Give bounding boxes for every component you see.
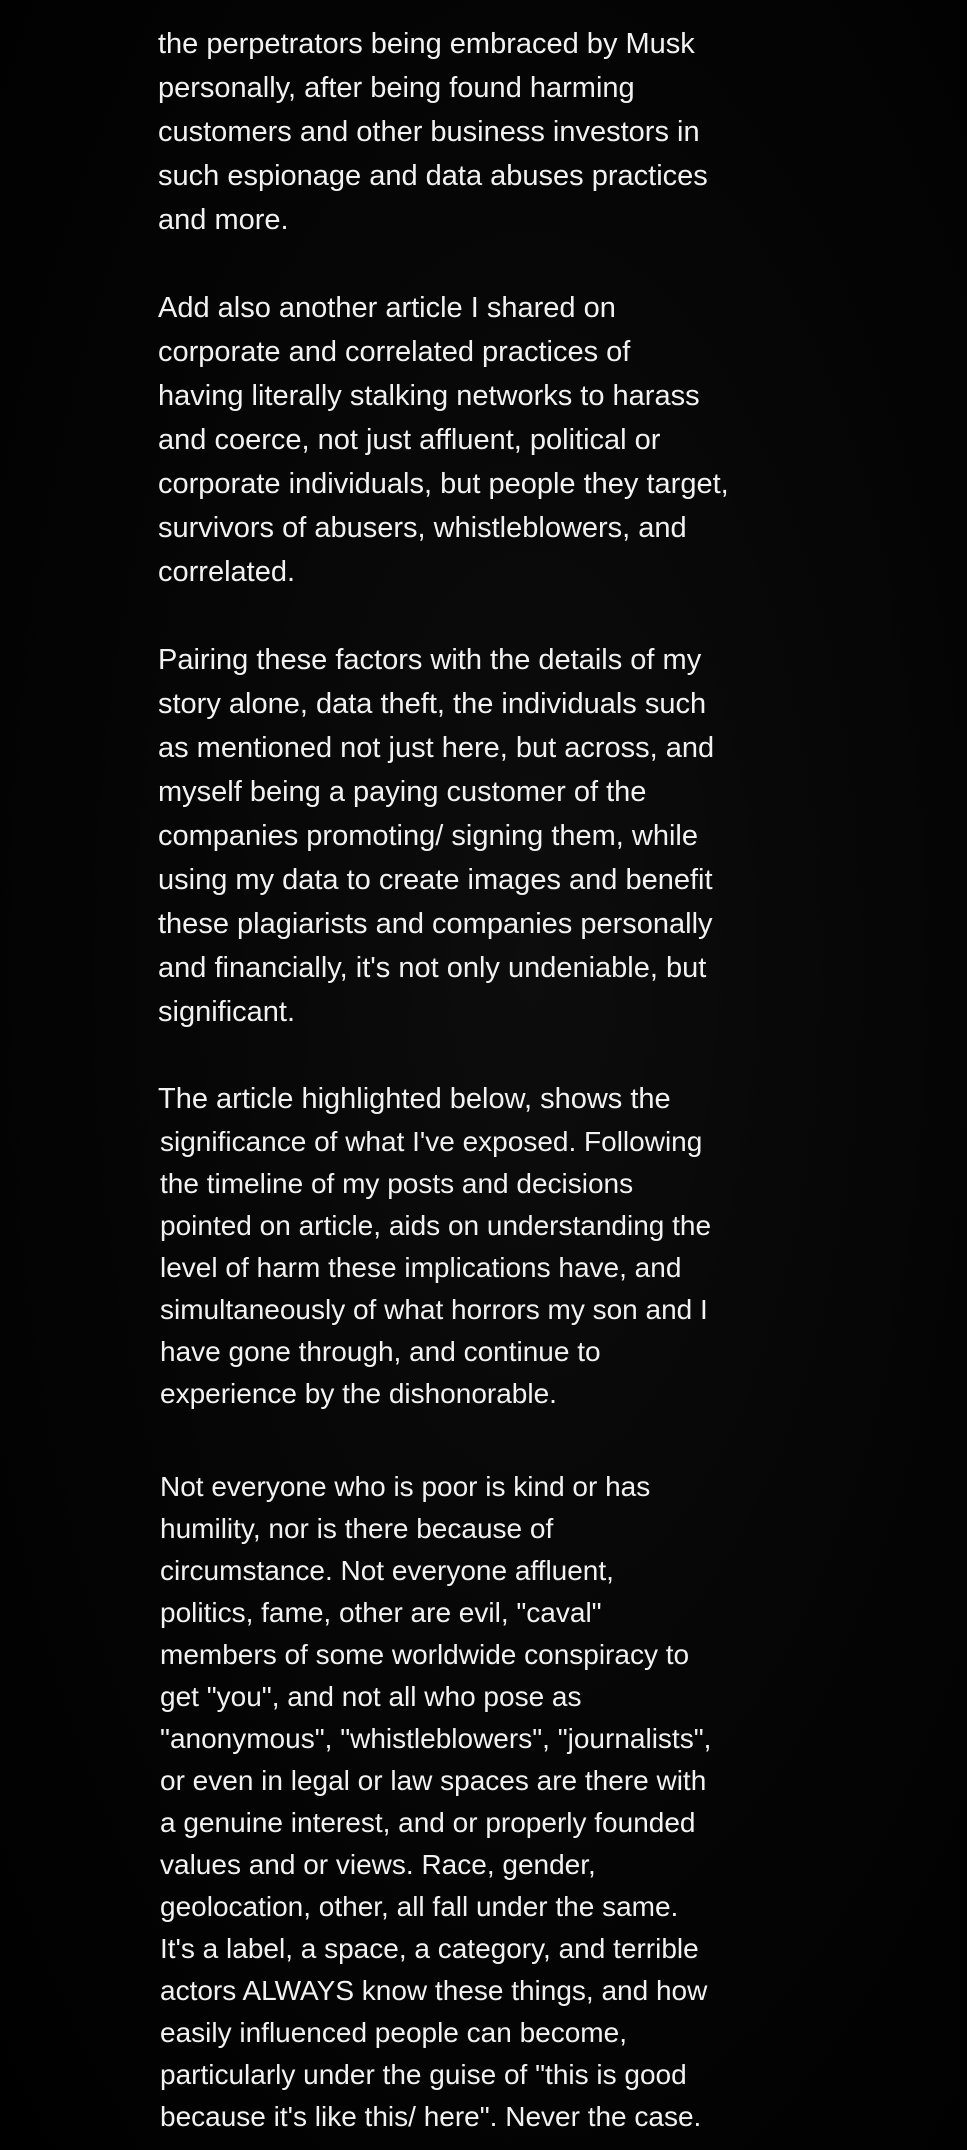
text-line: and financially, it's not only undeniable, but bbox=[158, 952, 707, 984]
text-line: these plagiarists and companies personally bbox=[158, 908, 713, 940]
text-line: Pairing these factors with the details of my bbox=[158, 644, 702, 676]
text-line: experience by the dishonorable. bbox=[160, 1378, 557, 1409]
text-line: a genuine interest, and or properly founded bbox=[160, 1807, 696, 1838]
text-line: level of harm these implications have, and bbox=[160, 1252, 682, 1283]
text-line: corporate individuals, but people they target, bbox=[158, 468, 729, 500]
text-line: such espionage and data abuses practices bbox=[158, 160, 708, 192]
text-line: significant. bbox=[158, 996, 296, 1028]
text-line: the timeline of my posts and decisions bbox=[160, 1168, 634, 1199]
text-line: significance of what I've exposed. Following bbox=[160, 1126, 703, 1157]
text-line: customers and other business investors in bbox=[158, 116, 700, 148]
text-line: circumstance. Not everyone affluent, bbox=[160, 1555, 614, 1586]
text-line: as mentioned not just here, but across, and bbox=[158, 732, 715, 764]
text-line: particularly under the guise of "this is good bbox=[160, 2059, 687, 2090]
text-line: correlated. bbox=[158, 556, 296, 588]
text-line: "anonymous", "whistleblowers", "journalists", bbox=[160, 1723, 712, 1754]
text-line: and coerce, not just affluent, political or bbox=[158, 424, 661, 456]
paragraph-4 bbox=[158, 1077, 798, 1415]
text-line: myself being a paying customer of the bbox=[158, 776, 647, 808]
text-line: humility, nor is there because of bbox=[160, 1513, 554, 1544]
text-line: story alone, data theft, the individuals such bbox=[158, 688, 707, 720]
text-line: or even in legal or law spaces are there with bbox=[160, 1765, 707, 1796]
text-line: It's a label, a space, a category, and terrible bbox=[160, 1933, 699, 1964]
text-line: companies promoting/ signing them, while bbox=[158, 820, 698, 852]
text-line: corporate and correlated practices of bbox=[158, 336, 631, 368]
paragraph-1 bbox=[158, 22, 798, 242]
text-line: get "you", and not all who pose as bbox=[160, 1681, 582, 1712]
text-line: using my data to create images and benefit bbox=[158, 864, 713, 896]
text-line: politics, fame, other are evil, "caval" bbox=[160, 1597, 602, 1628]
text-line: easily influenced people can become, bbox=[160, 2017, 627, 2048]
text-line: because it's like this/ here". Never the case. bbox=[160, 2101, 702, 2132]
text-line: values and or views. Race, gender, bbox=[160, 1849, 596, 1880]
text-line: Add also another article I shared on bbox=[158, 292, 616, 324]
text-line: have gone through, and continue to bbox=[160, 1336, 601, 1367]
text-line: survivors of abusers, whistleblowers, and bbox=[158, 512, 687, 544]
text-line: the perpetrators being embraced by Musk bbox=[158, 28, 695, 60]
paragraph-5 bbox=[160, 1466, 800, 2138]
text-line: having literally stalking networks to harass bbox=[158, 380, 700, 412]
text-line: pointed on article, aids on understanding the bbox=[160, 1210, 712, 1241]
text-line: and more. bbox=[158, 204, 289, 236]
text-line: personally, after being found harming bbox=[158, 72, 635, 104]
paragraph-2 bbox=[158, 286, 798, 594]
text-line: members of some worldwide conspiracy to bbox=[160, 1639, 690, 1670]
text-line: simultaneously of what horrors my son and I bbox=[160, 1294, 708, 1325]
text-line: actors ALWAYS know these things, and how bbox=[160, 1975, 708, 2006]
text-line: The article highlighted below, shows the bbox=[158, 1083, 671, 1115]
paragraph-3 bbox=[158, 638, 798, 1034]
text-line: Not everyone who is poor is kind or has bbox=[160, 1471, 651, 1502]
text-line: geolocation, other, all fall under the same. bbox=[160, 1891, 679, 1922]
